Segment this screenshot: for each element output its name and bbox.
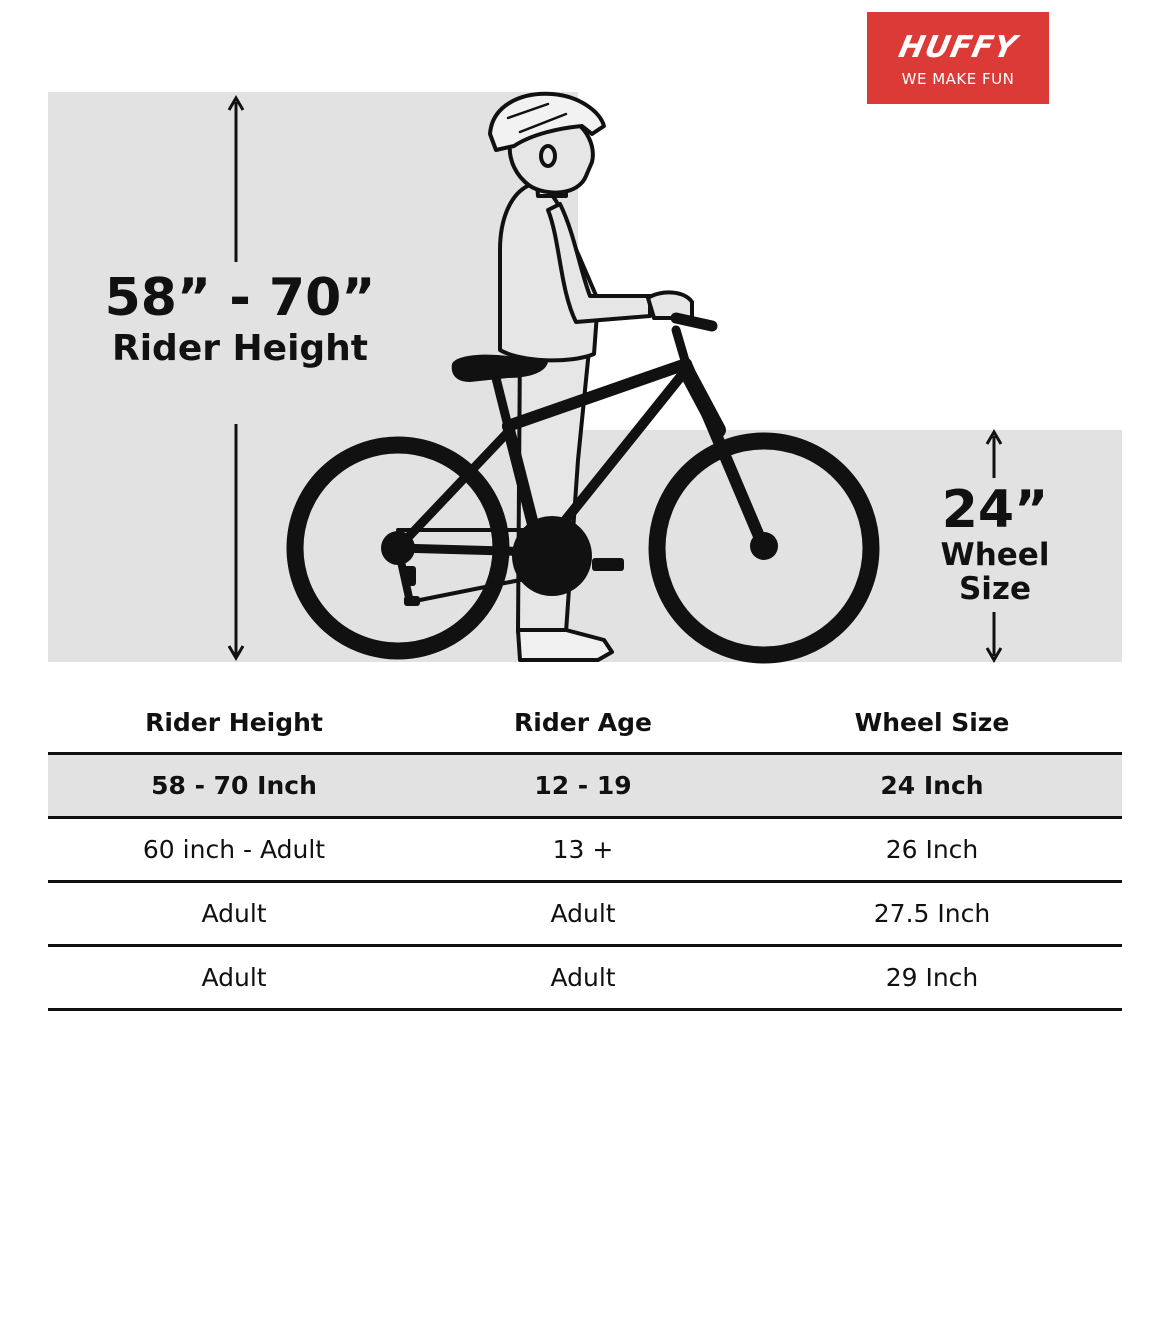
size-chart-table (48, 692, 1122, 1011)
logo-wordmark: HUFFY (895, 30, 1021, 65)
cell-wheel-size: 26 Inch (885, 835, 979, 864)
cell-rider-height: 60 inch - Adult (142, 835, 326, 864)
cell-rider-age: Adult (550, 899, 616, 928)
cell-wheel-size: 24 Inch (880, 771, 984, 800)
cell-rider-age: Adult (550, 963, 616, 992)
cell-wheel-size: 27.5 Inch (873, 899, 991, 928)
wheel-size-label: Wheel Size (940, 537, 1050, 607)
cell-rider-height: Adult (201, 899, 267, 928)
cell-rider-age: 13 + (552, 835, 614, 864)
cell-rider-height: 58 - 70 Inch (151, 771, 317, 800)
cell-wheel-size: 29 Inch (885, 963, 979, 992)
header-rider-age: Rider Age (514, 707, 652, 737)
rider-height-arrow-icon (229, 98, 243, 658)
rider-height-value: 58” - 70” (104, 268, 376, 328)
wheel-size-value: 24” (941, 480, 1049, 540)
header-wheel-size: Wheel Size (854, 707, 1010, 737)
rider-height-label: Rider Height (111, 328, 369, 369)
cell-rider-height: Adult (201, 963, 267, 992)
logo-tagline: WE MAKE FUN (901, 70, 1015, 88)
header-rider-height: Rider Height (145, 707, 323, 737)
table-header-row (48, 692, 1122, 755)
cell-rider-age: 12 - 19 (534, 771, 632, 800)
table-row (48, 883, 1122, 947)
table-row (48, 819, 1122, 883)
table-row (48, 947, 1122, 1011)
table-row (48, 755, 1122, 819)
